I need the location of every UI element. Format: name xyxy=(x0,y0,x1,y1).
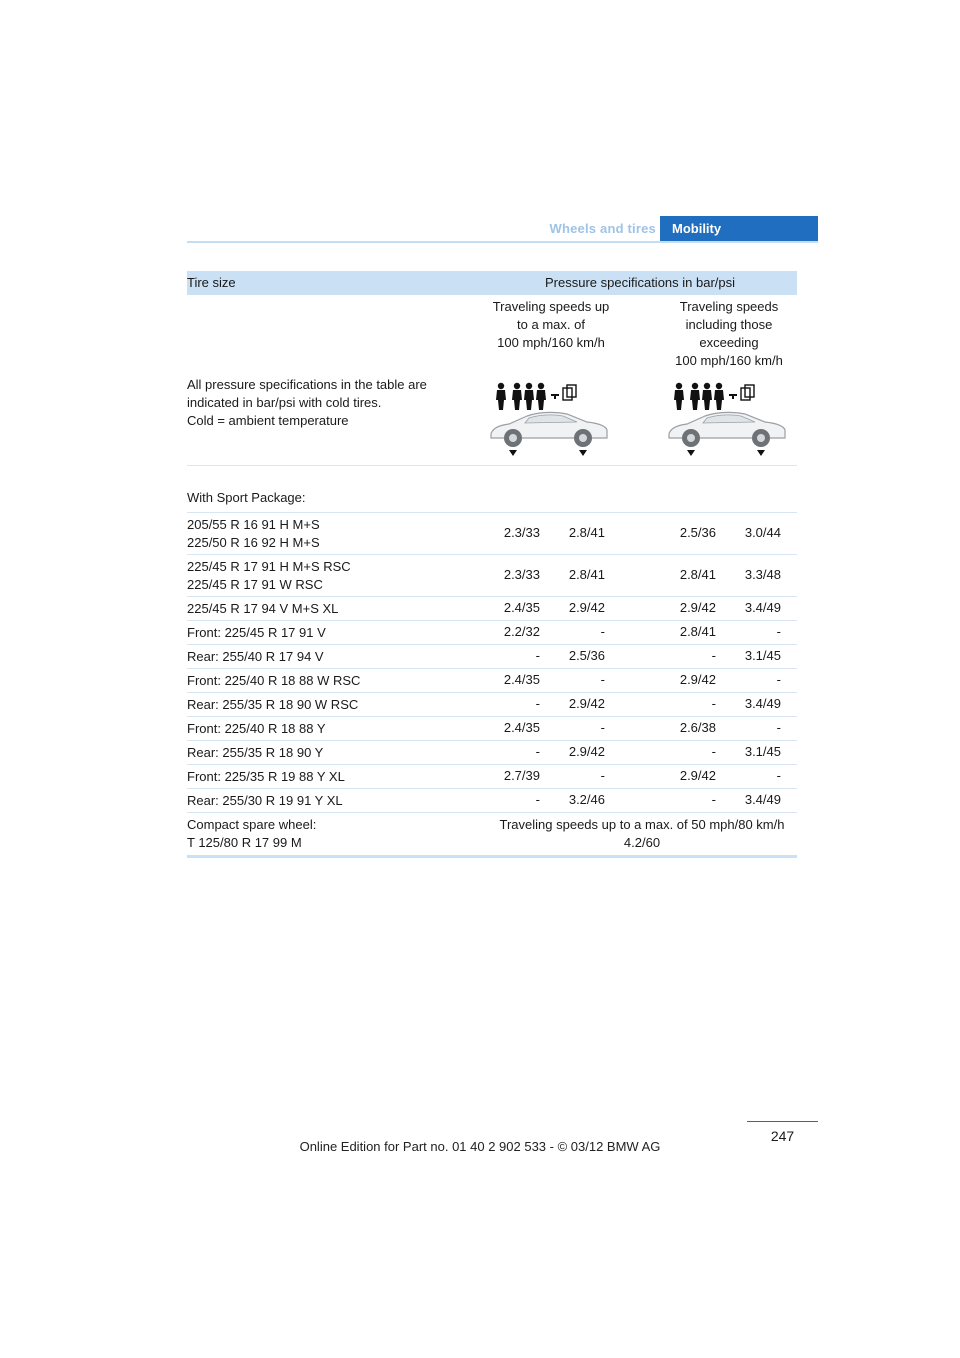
tire-size: 225/50 R 16 92 H M+S xyxy=(187,535,320,550)
pressure-value: 2.2/32 xyxy=(503,624,540,639)
pressure-value: - xyxy=(600,720,605,735)
table-row xyxy=(187,645,797,669)
pressure-value: - xyxy=(600,672,605,687)
pressure-value: 2.6/38 xyxy=(679,720,716,735)
header-rule xyxy=(187,241,818,243)
info-line: Cold = ambient temperature xyxy=(187,413,349,428)
info-line: All pressure specifications in the table are xyxy=(187,377,427,392)
pressure-value: - xyxy=(711,696,716,711)
pressure-value: - xyxy=(535,648,540,663)
table-row xyxy=(187,765,797,789)
tire-label xyxy=(187,558,351,594)
pressure-value: 2.8/41 xyxy=(568,525,605,540)
pressure-value: - xyxy=(776,720,781,735)
table-row xyxy=(187,693,797,717)
pressure-value: - xyxy=(776,672,781,687)
tire-size: Rear: 255/35 R 18 90 Y xyxy=(187,745,324,760)
pressure-value: 3.4/49 xyxy=(744,792,781,807)
pressure-value: 3.1/45 xyxy=(744,744,781,759)
spare-label-line: T 125/80 R 17 99 M xyxy=(187,835,302,850)
pressure-value: 3.4/49 xyxy=(744,600,781,615)
table-row xyxy=(187,597,797,621)
tire-size: 205/55 R 16 91 H M+S xyxy=(187,517,320,532)
tire-size: 225/45 R 17 91 W RSC xyxy=(187,577,323,592)
page-number: 247 xyxy=(770,1128,795,1144)
speed-low-line: Traveling speeds up xyxy=(492,299,610,314)
pressure-value: 3.0/44 xyxy=(744,525,781,540)
spare-pressure-value: 4.2/60 xyxy=(623,835,661,850)
loaded-car-icon xyxy=(487,380,613,458)
pressure-value: 3.1/45 xyxy=(744,648,781,663)
tire-size: 225/45 R 17 94 V M+S XL xyxy=(187,601,339,616)
tire-size: Rear: 255/30 R 19 91 Y XL xyxy=(187,793,343,808)
table-row xyxy=(187,741,797,765)
section-title: Wheels and tires xyxy=(549,221,656,236)
table-row xyxy=(187,789,797,813)
sport-package-row xyxy=(187,466,797,513)
spare-label xyxy=(187,816,316,852)
pressure-value: - xyxy=(535,696,540,711)
pressure-value: 2.8/41 xyxy=(679,624,716,639)
table-row xyxy=(187,513,797,555)
speed-low-line: to a max. of xyxy=(517,317,585,332)
pressure-value: - xyxy=(776,624,781,639)
speed-high-header xyxy=(657,298,801,370)
pressure-value: 3.4/49 xyxy=(744,696,781,711)
pressure-header: Pressure specifications in bar/psi xyxy=(544,275,736,290)
pressure-value: 2.9/42 xyxy=(679,600,716,615)
info-line: indicated in bar/psi with cold tires. xyxy=(187,395,382,410)
tire-label xyxy=(187,516,320,552)
pressure-value: 2.9/42 xyxy=(568,696,605,711)
pressure-value: 2.4/35 xyxy=(503,720,540,735)
speed-low-header xyxy=(478,298,624,352)
pressure-value: 2.7/39 xyxy=(503,768,540,783)
spare-wheel-row xyxy=(187,813,797,858)
pressure-value: - xyxy=(600,768,605,783)
pressure-value: 2.9/42 xyxy=(679,768,716,783)
spare-speed-note: Traveling speeds up to a max. of 50 mph/80 km/h xyxy=(499,817,785,832)
pressure-value: - xyxy=(600,624,605,639)
table-row xyxy=(187,717,797,741)
spare-label-line: Compact spare wheel: xyxy=(187,817,317,832)
speed-header-row xyxy=(187,295,797,373)
pressure-value: - xyxy=(711,648,716,663)
pressure-value: 2.8/41 xyxy=(679,567,716,582)
pressure-value: 2.8/41 xyxy=(568,567,605,582)
pressure-value: 2.9/42 xyxy=(679,672,716,687)
footer-text: Online Edition for Part no. 01 40 2 902 533 - © 03/12 BMW AG xyxy=(299,1139,661,1154)
pressure-value: 2.5/36 xyxy=(679,525,716,540)
tire-size: Front: 225/40 R 18 88 W RSC xyxy=(187,673,361,688)
tire-size: Rear: 255/40 R 17 94 V xyxy=(187,649,324,664)
info-row xyxy=(187,373,797,466)
pressure-value: - xyxy=(535,792,540,807)
table-row xyxy=(187,621,797,645)
pressure-value: 3.2/46 xyxy=(568,792,605,807)
chapter-tab: Mobility xyxy=(660,216,818,243)
pressure-value: 2.4/35 xyxy=(503,672,540,687)
tire-size: Front: 225/45 R 17 91 V xyxy=(187,625,326,640)
table-header xyxy=(187,271,797,295)
info-text xyxy=(187,376,467,430)
speed-low-line: 100 mph/160 km/h xyxy=(497,335,605,350)
loaded-car-icon xyxy=(665,380,791,458)
tire-pressure-table xyxy=(187,271,797,858)
pressure-value: - xyxy=(535,744,540,759)
table-row xyxy=(187,669,797,693)
speed-high-line: Traveling speeds xyxy=(679,299,779,314)
page-number-rule xyxy=(747,1121,818,1122)
table-row xyxy=(187,555,797,597)
pressure-value: 2.9/42 xyxy=(568,600,605,615)
pressure-value: 3.3/48 xyxy=(744,567,781,582)
tire-size-header: Tire size xyxy=(187,275,236,290)
tire-size: Front: 225/40 R 18 88 Y xyxy=(187,721,326,736)
sport-package-label: With Sport Package: xyxy=(187,490,306,505)
pressure-value: - xyxy=(711,792,716,807)
speed-high-line: exceeding xyxy=(699,335,759,350)
pressure-value: 2.3/33 xyxy=(503,567,540,582)
speed-high-line: 100 mph/160 km/h xyxy=(675,353,783,368)
pressure-value: - xyxy=(711,744,716,759)
pressure-value: 2.5/36 xyxy=(568,648,605,663)
pressure-value: 2.3/33 xyxy=(503,525,540,540)
tire-size: 225/45 R 17 91 H M+S RSC xyxy=(187,559,351,574)
pressure-value: 2.4/35 xyxy=(503,600,540,615)
spare-note xyxy=(487,816,797,852)
pressure-value: - xyxy=(776,768,781,783)
pressure-value: 2.9/42 xyxy=(568,744,605,759)
speed-high-line: including those xyxy=(685,317,773,332)
tire-size: Rear: 255/35 R 18 90 W RSC xyxy=(187,697,359,712)
tire-size: Front: 225/35 R 19 88 Y XL xyxy=(187,769,345,784)
